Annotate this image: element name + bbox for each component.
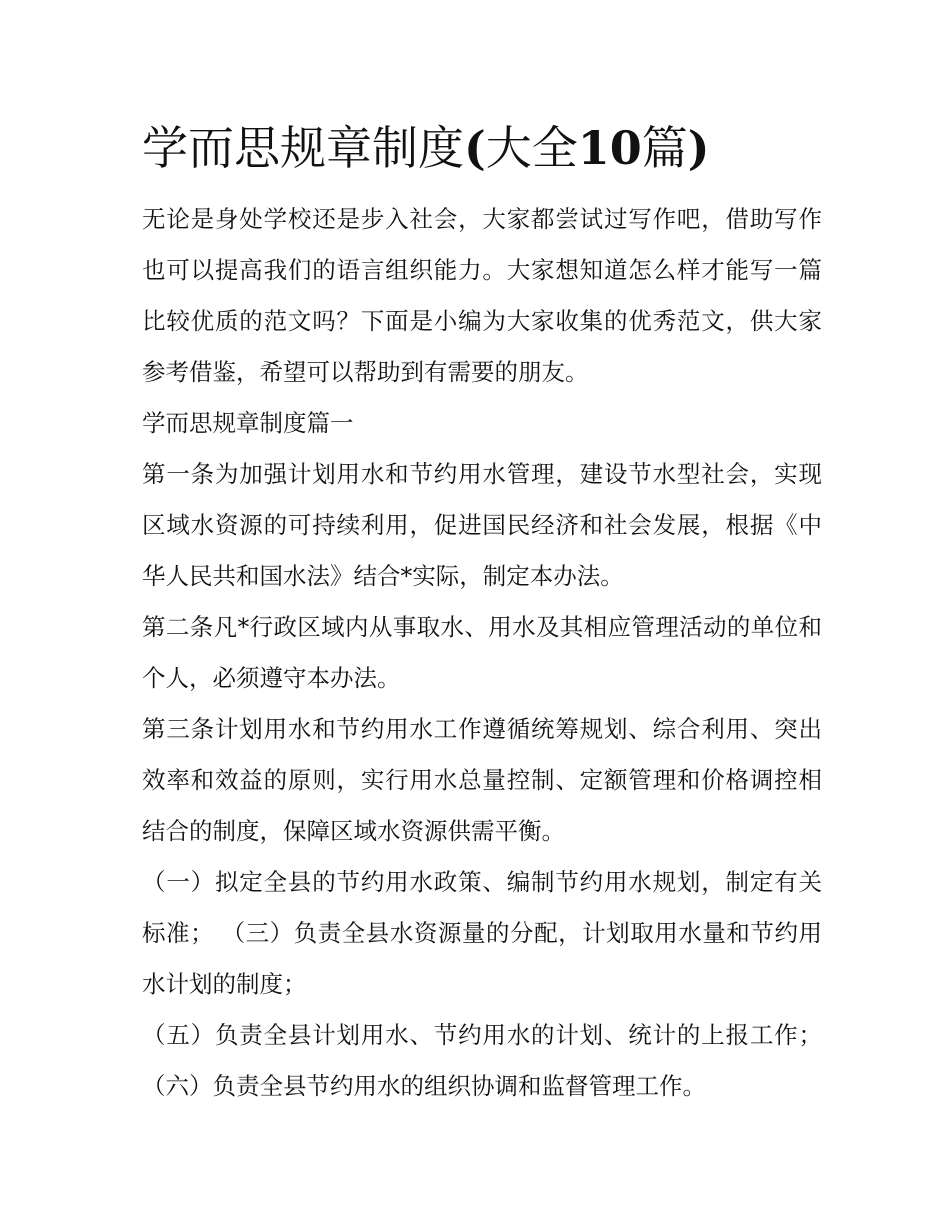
paragraph-article-1: 第一条为加强计划用水和节约用水管理，建设节水型社会，实现区域水资源的可持续利用，促进国民经济和社会发展，根据《中华人民共和国水法》结合*实际，制定本办法。 [142,460,822,590]
paragraph-article-3: 第三条计划用水和节约用水工作遵循统筹规划、综合利用、突出效率和效益的原则，实行用水总量控制、定额管理和价格调控相结合的制度，保障区域水资源供需平衡。 [142,715,822,845]
paragraph-article-2: 第二条凡*行政区域内从事取水、用水及其相应管理活动的单位和个人，必须遵守本办法。 [142,613,822,692]
document-title [142,112,822,184]
title-open-paren: ( [464,121,486,175]
title-text-pian: 篇 [641,121,688,175]
title-close-paren: ) [687,121,710,175]
paragraph-items-5-6: （五）负责全县计划用水、节约用水的计划、统计的上报工作； （六）负责全县节约用水的组织协调和监督管理工作。 [142,1021,822,1100]
section-heading: 学而思规章制度篇一 [142,409,354,437]
title-text: 学而思规章制度 [142,121,464,175]
title-text-all: 大全 [485,121,578,175]
paragraph-items-1-3: （一）拟定全县的节约用水政策、编制节约用水规划，制定有关标准； （三）负责全县水资源量的分配，计划取用水量和节约用水计划的制度； [142,868,822,998]
intro-paragraph: 无论是身处学校还是步入社会，大家都尝试过写作吧，借助写作也可以提高我们的语言组织能力。大家想知道怎么样才能写一篇比较优质的范文吗？下面是小编为大家收集的优秀范文，供大家参考借鉴，希望可以帮助到有需要的朋友。 [142,205,822,386]
title-number: 10 [577,121,642,175]
document-body [142,112,822,1112]
